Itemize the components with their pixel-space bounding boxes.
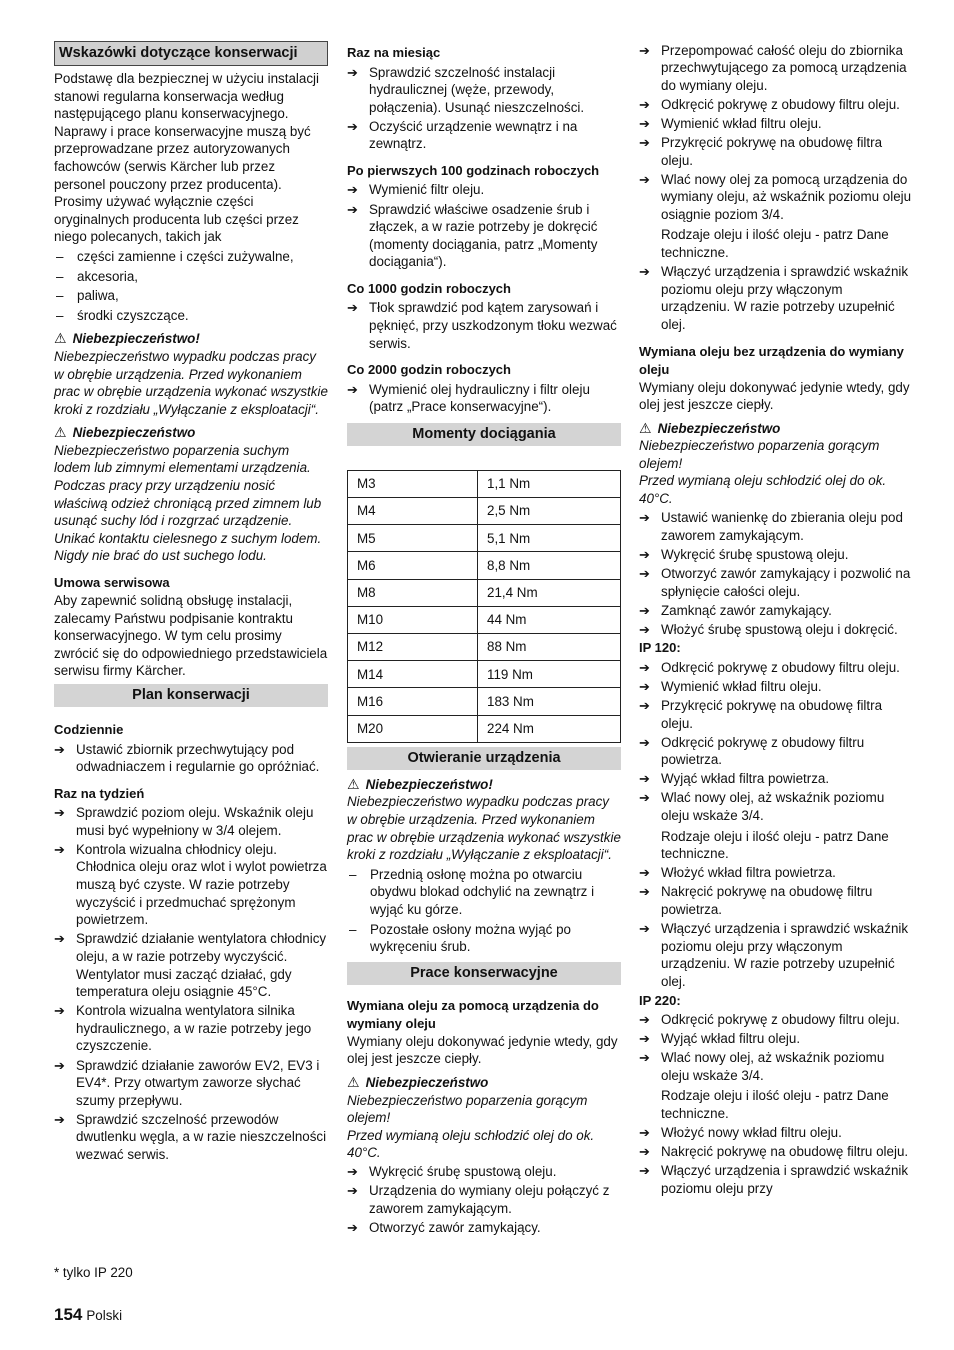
dash-bullet: – [56,288,64,304]
table-row [348,634,621,661]
arrow-right-icon: ➔ [54,841,65,857]
warning-text: Niebezpieczeństwo wypadku podczas pracy w obrębie urządzenia. Przed wykonaniem prac w obrębie urządzenia wykonać wszystkie kroki z rozdziału „Wyłączanie z eksploatacji“. [347,794,621,863]
list-item: ➔ Kontrola wizualna chłodnicy oleju. Chłodnica oleju oraz wlot i wylot powietrza muszą być czyste. W razie potrzeby wyczyścić i przedmuchać sprężonym powietrzem. [54,841,327,928]
torque-value-cell: 44 Nm [478,606,621,633]
thread-size-cell: M6 [348,552,478,579]
table-row [348,715,621,742]
warning-heading: ⚠ Niebezpieczeństwo [347,1073,489,1090]
subheading-monthly: Raz na miesiąc [347,45,441,60]
arrow-right-icon: ➔ [347,1183,358,1199]
section-heading-torque: Momenty dociągania [347,423,621,446]
list-item: ➔ Ustawić wanienkę do zbierania oleju pod zaworem zamykającym. [639,510,903,543]
list-item: – Pozostałe osłony można wyjąć po wykręceniu śrub. [349,921,571,955]
warning-text: Nigdy nie brać do ust suchego lodu. [54,548,267,564]
torque-value-cell: 88 Nm [478,634,621,661]
oil-type-note: Rodzaje oleju i ilość oleju - patrz Dane techniczne. [661,828,889,862]
subheading-oil-change-no-device: Wymiana oleju bez urządzenia do wymiany oleju [639,343,904,377]
list-item: ➔ Wymienić filtr oleju. [347,182,485,198]
list-item: ➔ Urządzenia do wymiany oleju połączyć z zaworem zamykającym. [347,1183,610,1217]
list-item: ➔ Odkręcić pokrywę z obudowy filtru oleju. [639,1012,900,1027]
warning-triangle-icon: ⚠ [347,1073,360,1090]
subheading-1000-hours: Co 1000 godzin roboczych [347,280,511,296]
warning-heading: ⚠ Niebezpieczeństwo! [347,775,493,792]
arrow-right-icon: ➔ [639,602,650,618]
arrow-right-icon: ➔ [639,884,650,900]
list-item: ➔ Wykręcić śrubę spustową oleju. [347,1164,557,1180]
section-heading-opening: Otwieranie urządzenia [347,747,621,770]
dash-bullet: – [349,921,357,937]
list-item: – Przednią osłonę można po otwarciu obydwu blokad odchylić na zewnątrz i wyjąć ku górze. [349,866,595,917]
warning-text: Niebezpieczeństwo poparzenia gorącym olejem! [347,1092,588,1126]
list-item: ➔ Włożyć wkład filtra powietrza. [639,865,836,881]
subheading-oil-change-device: Wymiana oleju za pomocą urządzenia do wymiany oleju [347,997,599,1031]
arrow-right-icon: ➔ [639,115,650,131]
column-3 [639,40,915,1197]
oil-type-note: Rodzaje oleju i ilość oleju - patrz Dane techniczne. [661,1088,889,1121]
thread-size-cell: M3 [348,470,478,497]
torque-value-cell: 5,1 Nm [478,525,621,552]
arrow-right-icon: ➔ [639,510,650,526]
list-item: ➔ Sprawdzić właściwe osadzenie śrub i złączek, a w razie potrzeby je dokręcić (momenty dociągania, patrz „Momenty dociągania“). [347,201,598,270]
arrow-right-icon: ➔ [639,264,650,280]
list-item: ➔ Przykręcić pokrywę na obudowę filtra oleju. [639,698,883,731]
service-contract-text: Aby zapewnić solidną obsługę instalacji, zalecamy Państwu podpisanie kontraktu konserwacyjnego. W tym celu prosimy zwrócić się do odpowiedniego przedstawiciela serwisu firmy Kärcher. [54,593,328,679]
list-item: – części zamienne i części zużywalne, [56,248,294,264]
section-heading-maintenance-tips: Wskazówki dotyczące konserwacji [54,41,328,66]
subheading-100-hours: Po pierwszych 100 godzinach roboczych [347,162,600,178]
arrow-right-icon: ➔ [347,64,358,80]
list-item: ➔ Tłok sprawdzić pod kątem zarysowań i pęknięć, przy uszkodzonym tłoku wezwać serwis. [347,300,617,351]
arrow-right-icon: ➔ [54,1057,65,1073]
list-item: ➔ Przykręcić pokrywę na obudowę filtra oleju. [639,134,883,168]
list-item: ➔ Wlać nowy olej, aż wskaźnik poziomu oleju wskaże 3/4. [639,1050,885,1083]
page-number: 154 [54,1305,83,1324]
oil-type-note: Rodzaje oleju i ilość oleju - patrz Dane techniczne. [661,227,889,261]
table-row [348,661,621,688]
arrow-right-icon: ➔ [347,118,358,134]
list-item: ➔ Odkręcić pokrywę z obudowy filtru oleju. [639,659,900,675]
arrow-right-icon: ➔ [639,171,650,187]
warning-text: Przed wymianą oleju schłodzić olej do ok. 40°C. [347,1127,595,1161]
arrow-right-icon: ➔ [639,921,650,937]
warning-text: Niebezpieczeństwo poparzenia suchym lodem lub zimnymi elementami urządzenia. Podczas pracy przy urządzeniu nosić właściwą odzież chroniącą przed zimnem lub usunąć suchy lód i rozgrzać urządzenie. [54,442,322,529]
dash-bullet: – [56,248,64,264]
page-footer [54,1306,122,1325]
section-heading-maintenance-plan: Plan konserwacji [54,684,328,707]
list-item: – paliwa, [56,288,119,304]
arrow-right-icon: ➔ [639,546,650,562]
warning-text: Unikać kontaktu cielesnego z suchym lodem. [54,530,322,546]
arrow-right-icon: ➔ [639,1050,650,1066]
list-item: – akcesoria, [56,268,139,284]
arrow-right-icon: ➔ [639,659,650,675]
subheading-ip120: IP 120: [639,640,681,656]
thread-size-cell: M5 [348,525,478,552]
list-item: ➔ Sprawdzić szczelność instalacji hydraulicznej (węże, przewody, połączenia). Usunąć nieszczelności. [347,64,585,115]
arrow-right-icon: ➔ [639,678,650,694]
list-item: ➔ Sprawdzić szczelność przewodów dwutlenku węgla, a w razie nieszczelności wezwać serwis. [54,1111,327,1162]
arrow-right-icon: ➔ [347,182,358,198]
table-row [348,688,621,715]
column-1 [54,40,328,1164]
language-label: Polski [86,1308,123,1323]
thread-size-cell: M20 [348,715,478,742]
thread-size-cell: M8 [348,579,478,606]
arrow-right-icon: ➔ [639,1144,650,1160]
oil-change-text: Wymiany oleju dokonywać jedynie wtedy, gdy olej jest jeszcze ciepły. [639,379,910,413]
torque-value-cell: 21,4 Nm [478,579,621,606]
column-2 [347,40,621,1237]
dash-bullet: – [56,268,64,284]
list-item: ➔ Kontrola wizualna wentylatora silnika hydraulicznego, a w razie potrzeby jego czyszczenie. [54,1003,312,1054]
warning-triangle-icon: ⚠ [639,419,652,436]
list-item: ➔ Sprawdzić działanie zaworów EV2, EV3 i EV4*. Przy otwartym zaworze słychać szumy przepływu. [54,1057,320,1108]
arrow-right-icon: ➔ [639,565,650,581]
arrow-right-icon: ➔ [639,134,650,150]
torque-value-cell: 8,8 Nm [478,552,621,579]
arrow-right-icon: ➔ [639,1163,650,1179]
warning-heading: ⚠ Niebezpieczeństwo! [54,330,200,347]
arrow-right-icon: ➔ [347,381,358,397]
list-item: ➔ Nakręcić pokrywę na obudowę filtru powietrza. [639,884,873,918]
table-row [348,525,621,552]
dash-bullet: – [349,866,357,882]
list-item: ➔ Wyjąć wkład filtru oleju. [639,1031,801,1047]
torque-value-cell: 119 Nm [478,661,621,688]
thread-size-cell: M12 [348,634,478,661]
arrow-right-icon: ➔ [54,1003,65,1019]
list-item: ➔ Odkręcić pokrywę z obudowy filtru powietrza. [639,734,865,768]
torque-value-cell: 1,1 Nm [478,470,621,497]
list-item: ➔ Sprawdzić działanie wentylatora chłodnicy oleju, a w razie potrzeby wyczyścić. Wentylator musi zacząć działać, gdy temperatura oleju osiągnie 45°C. [54,931,327,1000]
arrow-right-icon: ➔ [639,96,650,112]
subheading-service-contract: Umowa serwisowa [54,575,170,591]
thread-size-cell: M14 [348,661,478,688]
arrow-right-icon: ➔ [54,741,65,757]
arrow-right-icon: ➔ [347,201,358,217]
warning-triangle-icon: ⚠ [54,330,67,347]
arrow-right-icon: ➔ [639,865,650,881]
arrow-right-icon: ➔ [639,42,650,58]
list-item: ➔ Wymienić olej hydrauliczny i filtr oleju (patrz „Prace konserwacyjne“). [347,381,590,415]
subheading-daily: Codziennie [54,722,124,737]
list-item: ➔ Sprawdzić poziom oleju. Wskaźnik oleju musi być wypełniony w 3/4 olejem. [54,805,314,838]
arrow-right-icon: ➔ [639,734,650,750]
table-row [348,579,621,606]
list-item: ➔ Wyjąć wkład filtra powietrza. [639,771,830,787]
table-row [348,498,621,525]
dash-bullet: – [56,307,64,323]
intro-paragraph: Prosimy używać wyłącznie części oryginalnych producenta lub części przez niego polecanych, takich jak [54,194,299,245]
list-item: ➔ Włożyć śrubę spustową oleju i dokręcić. [639,621,898,637]
footnote: * tylko IP 220 [54,1265,133,1280]
arrow-right-icon: ➔ [54,1111,65,1127]
subheading-2000-hours: Co 2000 godzin roboczych [347,362,511,378]
list-item: ➔ Wykręcić śrubę spustową oleju. [639,546,849,562]
thread-size-cell: M4 [348,498,478,525]
list-item: ➔ Włączyć urządzenia i sprawdzić wskaźnik poziomu oleju przy włączonym urządzeniu. W razie potrzeby uzupełnić olej. [639,921,909,989]
intro-paragraph: Naprawy i prace konserwacyjne muszą być przeprowadzane przez autoryzowanych fachowców (serwis Kärcher lub przez personel pouczony przez producenta). [54,123,311,192]
table-row [348,552,621,579]
list-item: ➔ Wymienić wkład filtru oleju. [639,678,822,694]
list-item: ➔ Otworzyć zawór zamykający. [347,1220,541,1236]
list-item: ➔ Ustawić zbiornik przechwytujący pod odwadniaczem i regularnie go opróżniać. [54,741,320,775]
list-item: ➔ Włączyć urządzenia i sprawdzić wskaźnik poziomu oleju przy włączonym urządzeniu. W razie potrzeby uzupełnić olej. [639,264,909,332]
arrow-right-icon: ➔ [347,1220,358,1236]
list-item: – środki czyszczące. [56,307,189,323]
thread-size-cell: M16 [348,688,478,715]
list-item: ➔ Oczyścić urządzenie wewnątrz i na zewnątrz. [347,118,578,152]
oil-change-text: Wymiany oleju dokonywać jedynie wtedy, gdy olej jest jeszcze ciepły. [347,1033,618,1067]
arrow-right-icon: ➔ [347,300,358,316]
arrow-right-icon: ➔ [639,1012,650,1027]
table-row [348,606,621,633]
list-item: ➔ Wlać nowy olej za pomocą urządzenia do wymiany oleju, aż wskaźnik poziomu oleju osiągnie poziom 3/4. [639,171,912,222]
list-item: ➔ Otworzyć zawór zamykający i pozwolić na spłynięcie całości oleju. [639,565,911,599]
arrow-right-icon: ➔ [54,931,65,947]
arrow-right-icon: ➔ [639,1031,650,1047]
list-item: ➔ Zamknąć zawór zamykający. [639,602,832,618]
warning-triangle-icon: ⚠ [54,424,67,441]
arrow-right-icon: ➔ [347,1164,358,1180]
arrow-right-icon: ➔ [639,771,650,787]
warning-text: Niebezpieczeństwo wypadku podczas pracy w obrębie urządzenia. Przed wykonaniem prac w obrębie urządzenia wykonać wszystkie kroki z rozdziału „Wyłączanie z eksploatacji“. [54,348,328,417]
list-item: ➔ Przepompować całość oleju do zbiornika przechwytującego za pomocą urządzenia do wymiany oleju. [639,42,907,93]
list-item: ➔ Włożyć nowy wkład filtru oleju. [639,1125,842,1141]
torque-value-cell: 224 Nm [478,715,621,742]
warning-triangle-icon: ⚠ [347,775,360,792]
torque-value-cell: 183 Nm [478,688,621,715]
list-item: ➔ Wlać nowy olej, aż wskaźnik poziomu oleju wskaże 3/4. [639,790,885,824]
list-item: ➔ Odkręcić pokrywę z obudowy filtru oleju. [639,96,900,112]
warning-text: Przed wymianą oleju schłodzić olej do ok. 40°C. [639,473,887,507]
torque-table [347,470,621,743]
list-item: ➔ Nakręcić pokrywę na obudowę filtru oleju. [639,1144,909,1160]
table-row [348,470,621,497]
subheading-weekly: Raz na tydzień [54,785,145,801]
arrow-right-icon: ➔ [639,698,650,713]
arrow-right-icon: ➔ [639,1125,650,1141]
thread-size-cell: M10 [348,606,478,633]
section-heading-maintenance-work: Prace konserwacyjne [347,962,621,985]
warning-heading: ⚠ Niebezpieczeństwo [639,419,781,436]
list-item: ➔ Włączyć urządzenia i sprawdzić wskaźnik poziomu oleju przy [639,1163,909,1196]
arrow-right-icon: ➔ [639,790,650,806]
subheading-ip220: IP 220: [639,992,681,1008]
intro-paragraph: Podstawę dla bezpiecznej w użyciu instalacji stanowi regularna konserwacja według następującego planu konserwacyjnego. [54,71,319,122]
warning-heading: ⚠ Niebezpieczeństwo [54,424,196,441]
arrow-right-icon: ➔ [54,805,65,821]
arrow-right-icon: ➔ [639,621,650,637]
list-item: ➔ Wymienić wkład filtru oleju. [639,115,822,131]
torque-value-cell: 2,5 Nm [478,498,621,525]
warning-text: Niebezpieczeństwo poparzenia gorącym olejem! [639,438,880,471]
